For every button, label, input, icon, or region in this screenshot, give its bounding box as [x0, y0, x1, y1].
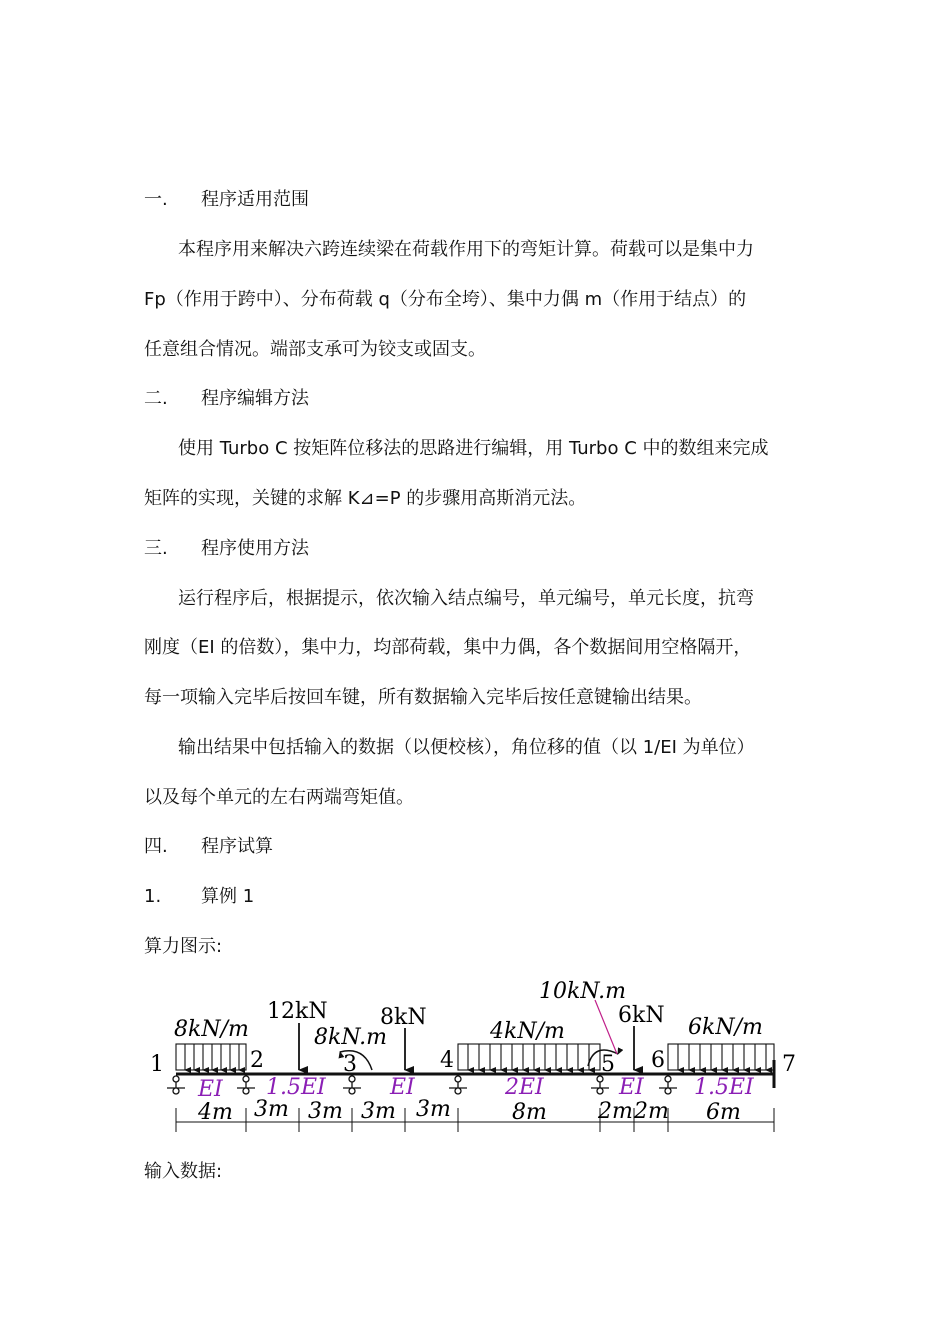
support-1: [167, 1076, 185, 1094]
paragraph-line: 每一项输入完毕后按回车键，所有数据输入完毕后按任意键输出结果。: [144, 687, 702, 708]
paragraph-line: 本程序用来解决六跨连续梁在荷载作用下的弯矩计算。荷载可以是集中力: [178, 239, 754, 260]
beam-diagram: [140, 970, 820, 1140]
support-2: [237, 1076, 255, 1094]
load-label-m2: 10kN.m: [539, 979, 627, 1004]
section-number: 一.: [144, 189, 168, 210]
load-label-q2: 4kN/m: [490, 1019, 565, 1044]
load-label-q1: 8kN/m: [174, 1017, 249, 1042]
paragraph-line: 运行程序后，根据提示，依次输入结点编号，单元编号，单元长度，抗弯: [178, 588, 754, 609]
load-label-p3: 6kN: [618, 1003, 665, 1028]
node-label: 2: [250, 1048, 264, 1073]
stiffness-label: EI: [390, 1075, 415, 1100]
paragraph-line: 以及每个单元的左右两端弯矩值。: [144, 787, 414, 808]
paragraph-line: 使用 Turbo C 按矩阵位移法的思路进行编辑，用 Turbo C 中的数组来完成: [178, 438, 769, 459]
length-label: 6m: [706, 1100, 741, 1125]
section-title: 程序编辑方法: [201, 388, 309, 409]
section-heading-1: [144, 188, 309, 212]
paragraph-line: Fp（作用于跨中）、分布荷载 q（分布全垮）、集中力偶 m（作用于结点）的: [144, 289, 747, 310]
section-title: 程序试算: [201, 836, 273, 857]
length-label: 3m: [308, 1099, 343, 1124]
input-data-caption: 输入数据:: [144, 1161, 223, 1182]
section-number: 三.: [144, 538, 168, 559]
example-title: 算例 1: [201, 886, 255, 907]
load-label-q3: 6kN/m: [688, 1015, 763, 1040]
length-label: 3m: [416, 1097, 451, 1122]
node-label: 4: [440, 1048, 454, 1073]
paragraph-line: 任意组合情况。端部支承可为铰支或固支。: [144, 339, 486, 360]
distributed-load-2: [458, 1044, 600, 1070]
length-label: 2m: [598, 1099, 633, 1124]
node-label: 6: [651, 1048, 665, 1073]
length-label: 8m: [512, 1100, 547, 1125]
support-4: [449, 1076, 467, 1094]
node-label: 3: [343, 1052, 357, 1077]
paragraph-line: 输出结果中包括输入的数据（以便校核），角位移的值（以 1/EI 为单位）: [178, 737, 755, 758]
section-heading-2: [144, 387, 309, 411]
length-label: 3m: [361, 1099, 396, 1124]
length-label: 2m: [634, 1099, 669, 1124]
distributed-load-3: [668, 1044, 774, 1070]
support-5: [591, 1076, 609, 1094]
stiffness-label: 1.5EI: [694, 1075, 754, 1100]
load-label-p1: 12kN: [267, 999, 328, 1024]
load-label-p2: 8kN: [380, 1005, 427, 1030]
paragraph-line: 矩阵的实现，关键的求解 K⊿=P 的步骤用高斯消元法。: [144, 488, 587, 509]
section-title: 程序适用范围: [201, 189, 309, 210]
stiffness-label: EI: [198, 1077, 223, 1102]
diagram-caption: 算力图示:: [144, 936, 223, 957]
node-label: 5: [601, 1052, 615, 1077]
support-3: [343, 1076, 361, 1094]
stiffness-label: EI: [619, 1075, 644, 1100]
section-number: 四.: [144, 836, 168, 857]
section-number: 二.: [144, 388, 168, 409]
support-6: [659, 1076, 677, 1094]
node-label: 1: [150, 1052, 164, 1077]
moment-leader-line: [595, 1000, 617, 1054]
example-heading: [144, 885, 254, 909]
node-label: 7: [782, 1052, 796, 1077]
section-heading-3: [144, 537, 309, 561]
length-label: 3m: [254, 1097, 289, 1122]
section-title: 程序使用方法: [201, 538, 309, 559]
paragraph-line: 刚度（EI 的倍数），集中力，均部荷载，集中力偶，各个数据间用空格隔开，: [144, 637, 752, 658]
stiffness-label: 2EI: [505, 1075, 544, 1100]
distributed-load-1: [176, 1044, 246, 1070]
example-number: 1.: [144, 886, 162, 907]
load-label-m1: 8kN.m: [314, 1025, 388, 1050]
section-heading-4: [144, 835, 273, 859]
stiffness-label: 1.5EI: [266, 1075, 326, 1100]
length-label: 4m: [198, 1100, 233, 1125]
